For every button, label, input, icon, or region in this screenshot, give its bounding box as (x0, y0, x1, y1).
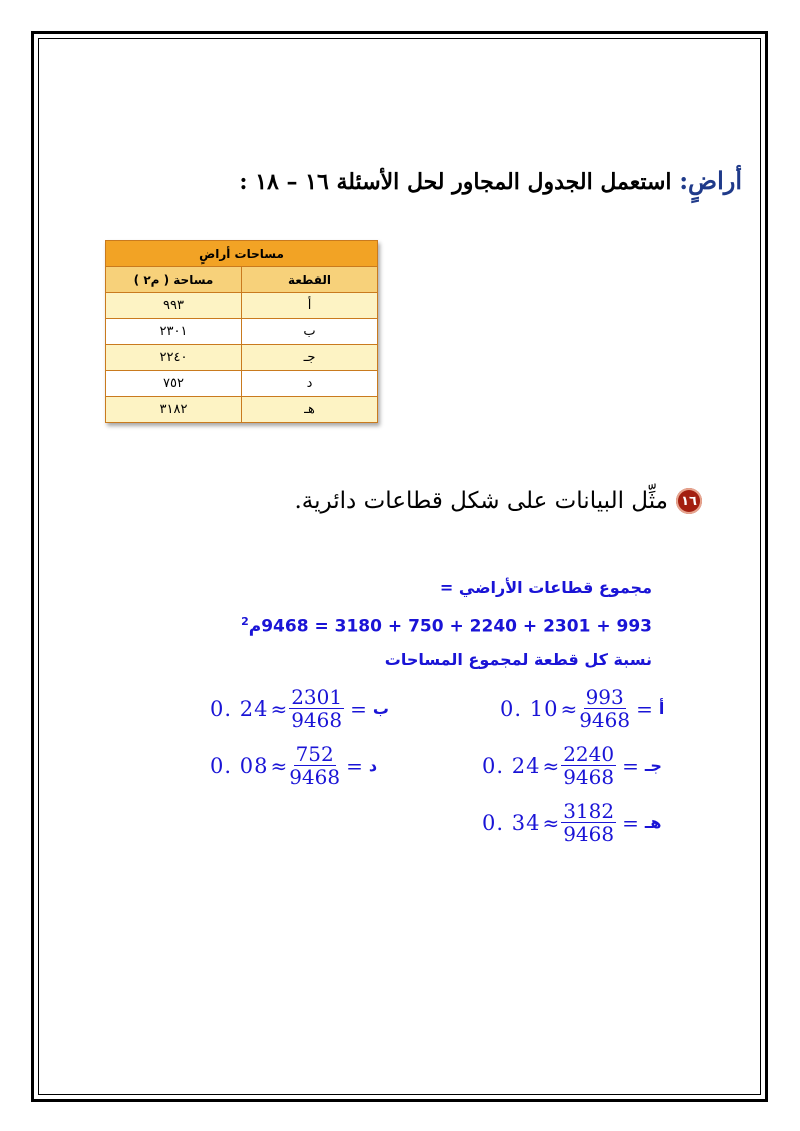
table-caption: مساحات أراضٍ (106, 241, 378, 267)
approx-symbol: ≈ (270, 753, 288, 778)
table-cell-plot: ب (242, 319, 378, 345)
table-cell-area: ٣١٨٢ (106, 397, 242, 423)
sum-label: مجموع قطاعات الأراضي = (439, 578, 652, 597)
fraction-numerator: 2240 (563, 742, 615, 766)
table-cell-plot: جـ (242, 345, 378, 371)
ratio-plot-label: ب (372, 699, 389, 718)
table-row (106, 371, 378, 397)
ratio-plot-label: جـ (644, 756, 662, 775)
ratio-fraction (289, 686, 344, 731)
fraction-numerator: 752 (295, 742, 334, 766)
fraction-numerator: 993 (585, 685, 624, 709)
sum-exponent: 2 (241, 615, 249, 628)
table-row (106, 397, 378, 423)
ratio-approx-value: 0. 24 (482, 753, 541, 778)
ratio-approx-value: 0. 10 (500, 696, 559, 721)
table-cell-area: ٧٥٢ (106, 371, 242, 397)
ratio-b (210, 686, 389, 731)
table-row (106, 345, 378, 371)
approx-symbol: ≈ (560, 696, 578, 721)
column-header-plot: القطعة (242, 267, 378, 293)
question-number-badge: ١٦ (676, 488, 702, 514)
land-areas-table (105, 240, 378, 423)
page-border-inner (38, 38, 761, 1095)
ratio-ha (482, 800, 661, 845)
fraction-denominator: 9468 (289, 765, 341, 789)
ratio-fraction (289, 743, 340, 788)
table-header-row (106, 267, 378, 293)
ratio-jeem (482, 743, 662, 788)
sum-equation-text: 993 + 2301 + 2240 + 750 + 3180 = 9468م (248, 616, 652, 637)
ratio-approx-value: 0. 34 (482, 810, 541, 835)
ratio-fraction (579, 686, 630, 731)
column-header-area: مساحة ( م٢ ) (106, 267, 242, 293)
problem-heading (239, 166, 742, 195)
approx-symbol: ≈ (270, 696, 288, 721)
question-text: مثِّل البيانات على شكل قطاعات دائرية. (294, 488, 668, 514)
table-cell-plot: أ (242, 293, 378, 319)
ratio-fraction (561, 800, 616, 845)
ratio-label: نسبة كل قطعة لمجموع المساحات (384, 650, 652, 669)
equals-symbol: = (346, 753, 363, 778)
table-cell-area: ٢٢٤٠ (106, 345, 242, 371)
ratio-dal (210, 743, 377, 788)
table-caption-row (106, 241, 378, 267)
question-16 (294, 488, 702, 514)
table-row (106, 293, 378, 319)
ratio-a (500, 686, 664, 731)
sum-equation (241, 615, 652, 637)
table-cell-area: ٩٩٣ (106, 293, 242, 319)
approx-symbol: ≈ (542, 810, 560, 835)
ratio-approx-value: 0. 24 (210, 696, 269, 721)
heading-keyword: أراضٍ: (679, 166, 742, 195)
ratio-plot-label: د (368, 756, 378, 775)
heading-text: استعمل الجدول المجاور لحل الأسئلة ١٦ – ١٨ : (239, 169, 680, 195)
ratio-plot-label: هـ (644, 813, 662, 832)
table-row (106, 319, 378, 345)
ratio-plot-label: أ (658, 699, 665, 718)
fraction-denominator: 9468 (563, 765, 615, 789)
table-cell-area: ٢٣٠١ (106, 319, 242, 345)
fraction-denominator: 9468 (579, 708, 631, 732)
table-cell-plot: هـ (242, 397, 378, 423)
equals-symbol: = (636, 696, 653, 721)
ratio-approx-value: 0. 08 (210, 753, 269, 778)
fraction-denominator: 9468 (563, 822, 615, 846)
equals-symbol: = (622, 753, 639, 778)
equals-symbol: = (622, 810, 639, 835)
fraction-denominator: 9468 (291, 708, 343, 732)
approx-symbol: ≈ (542, 753, 560, 778)
fraction-numerator: 3182 (563, 799, 615, 823)
table-cell-plot: د (242, 371, 378, 397)
fraction-numerator: 2301 (291, 685, 343, 709)
ratio-fraction (561, 743, 616, 788)
equals-symbol: = (350, 696, 367, 721)
